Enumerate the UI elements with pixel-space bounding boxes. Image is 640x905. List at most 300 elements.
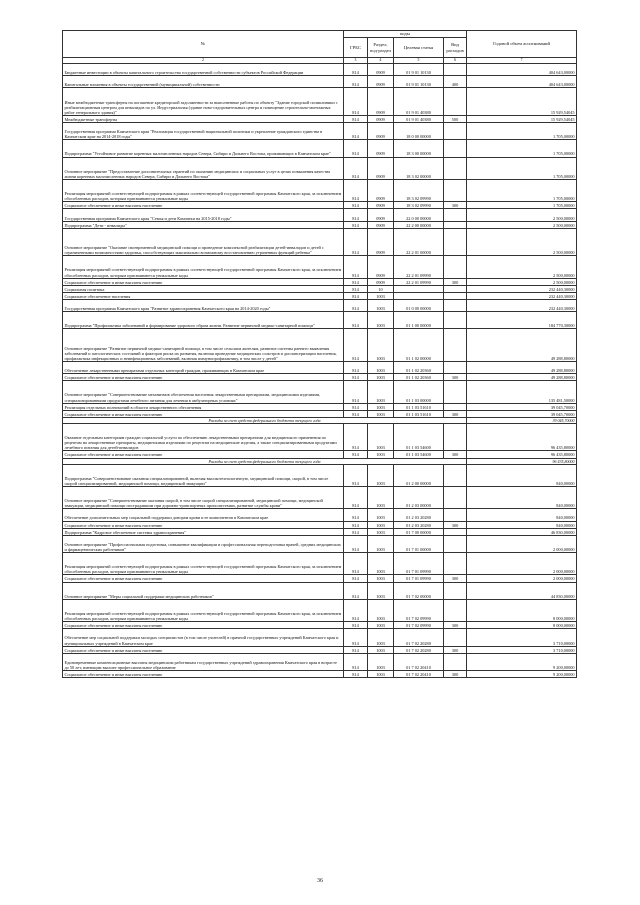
- annual-amount: 840,00000: [467, 487, 577, 509]
- expense-type-code: 300: [444, 410, 467, 417]
- annual-amount: 2 000,00000: [467, 535, 577, 552]
- section-code: 1003: [368, 582, 394, 599]
- target-article-code: 01 2 03 20280: [394, 521, 444, 528]
- expense-type-code: 300: [444, 374, 467, 381]
- annual-amount: 3 710,00000: [467, 646, 577, 653]
- section-code: 1003: [368, 528, 394, 535]
- item-name: Социальное обеспечение и иные выплаты населению: [63, 521, 344, 528]
- table-row: [63, 671, 577, 678]
- note-text: Расходы за счет средств федерального бюджета текущего года: [63, 458, 467, 464]
- grbs-code: 814: [344, 646, 368, 653]
- annual-amount: 2 000,00000: [467, 553, 577, 575]
- target-article-code: 01 7 01 00000: [394, 535, 444, 552]
- target-article-code: 01 7 02 20410: [394, 653, 444, 670]
- annual-amount: 2 000,00000: [467, 575, 577, 582]
- table-row: [63, 312, 577, 329]
- item-name: Основное мероприятие "Профессиональная подготовка, повышение квалификации и профессиональная переподготовка врачей, средних медицинских и фармацевтических работников": [63, 535, 344, 552]
- table-row: [63, 209, 577, 221]
- item-name: Основное мероприятие "Меры социальной поддержки медицинских работников": [63, 582, 344, 599]
- index-3: 3: [344, 58, 368, 64]
- grbs-code: 814: [344, 553, 368, 575]
- item-name: Социальное обеспечение и иные выплаты населению: [63, 278, 344, 285]
- grbs-code: 814: [344, 451, 368, 458]
- index-4: 4: [368, 58, 394, 64]
- table-row: [63, 361, 577, 373]
- expense-type-code: [444, 487, 467, 509]
- target-article-code: 01 7 02 00000: [394, 582, 444, 599]
- grbs-code: 814: [344, 381, 368, 403]
- section-code: 0909: [368, 221, 394, 228]
- section-code: 1003: [368, 299, 394, 311]
- annual-amount: 96 435,80000: [467, 423, 577, 451]
- grbs-code: 814: [344, 256, 368, 278]
- expense-type-code: 300: [444, 646, 467, 653]
- annual-amount: 39 045,70000: [467, 403, 577, 410]
- grbs-code: 814: [344, 140, 368, 157]
- table-row: [63, 509, 577, 521]
- expense-type-code: [444, 464, 467, 486]
- expense-type-code: 300: [444, 622, 467, 629]
- annual-amount: 404 643,00000: [467, 64, 577, 76]
- item-name: Основное мероприятие "Оказание своевременной медицинской помощи и проведение комплексной реабилитации детей-инвалидов и детей с ограниченными возможностями здоровья, способствующих максимально возможному восстановлению утраченных функций ребенка": [63, 228, 344, 256]
- header-grbs: ГРБС: [344, 38, 368, 58]
- annual-amount: 9 200,00000: [467, 653, 577, 670]
- section-code: 1003: [368, 451, 394, 458]
- target-article-code: 01 7 01 09990: [394, 575, 444, 582]
- expense-type-code: 300: [444, 575, 467, 582]
- section-code: 1003: [368, 487, 394, 509]
- table-row: [63, 423, 577, 451]
- table-body: [63, 64, 577, 678]
- note-amount: 39 045,70000: [467, 417, 577, 423]
- expense-type-code: [444, 285, 467, 292]
- expense-type-code: [444, 228, 467, 256]
- target-article-code: 01 1 03 54600: [394, 451, 444, 458]
- annual-amount: 232 440,30000: [467, 299, 577, 311]
- annual-amount: 1 705,00000: [467, 202, 577, 209]
- table-row: [63, 76, 577, 88]
- table-row: [63, 451, 577, 458]
- table-row: [63, 629, 577, 646]
- expense-type-code: [444, 381, 467, 403]
- expense-type-code: [444, 535, 467, 552]
- item-name: Социальное обеспечение и иные выплаты населению: [63, 451, 344, 458]
- item-name: Подпрограмма "Профилактика заболеваний и формирование здорового образа жизни. Развитие первичной медико-санитарной помощи": [63, 312, 344, 329]
- item-name: Основное мероприятие "Совершенствование механизмов обеспечения населения лекарственными препаратами, медицинскими изделиями, специализированными продуктами лечебного питания для лечения в амбулаторных условиях": [63, 381, 344, 403]
- expense-type-code: [444, 528, 467, 535]
- target-article-code: 18 3 02 09990: [394, 202, 444, 209]
- grbs-code: 814: [344, 157, 368, 179]
- expense-type-code: [444, 329, 467, 362]
- annual-amount: 1 705,00000: [467, 140, 577, 157]
- grbs-code: 814: [344, 599, 368, 621]
- table-row: [63, 553, 577, 575]
- annual-amount: 2 500,00000: [467, 228, 577, 256]
- header-expense-type: Вид расходов: [444, 38, 467, 58]
- grbs-code: 814: [344, 122, 368, 139]
- header-target-article: Целевая статья: [394, 38, 444, 58]
- note-amount: 96 435,80000: [467, 458, 577, 464]
- item-name: Бюджетные инвестиции в объекты капитального строительства государственной собственности субъектов Российской Федерации: [63, 64, 344, 76]
- table-row: [63, 381, 577, 403]
- header-codes: коды: [344, 31, 467, 38]
- item-name: Подпрограмма "Совершенствование оказания специализированной, включая высокотехнологичную, медицинской помощи, скорой, в том числе скорой специализированной, медицинской помощи, медицинской эвакуации": [63, 464, 344, 486]
- annual-amount: 15 929,54045: [467, 88, 577, 116]
- expense-type-code: [444, 582, 467, 599]
- expense-type-code: 400: [444, 76, 467, 88]
- target-article-code: 01 9 01 40380: [394, 88, 444, 116]
- table-row: [63, 521, 577, 528]
- item-name: Социальное обеспечение и иные выплаты населению: [63, 646, 344, 653]
- annual-amount: 44 830,00000: [467, 582, 577, 599]
- section-code: 0909: [368, 115, 394, 122]
- section-code: 1003: [368, 535, 394, 552]
- target-article-code: 01 9 01 10130: [394, 76, 444, 88]
- grbs-code: 814: [344, 403, 368, 410]
- item-name: Основное мероприятие "Предоставление дополнительных гарантий по оказанию медицинских и социальных услуг в целях повышения качества жизни коренных малочисленных народов Севера, Сибири и Дальнего Востока": [63, 157, 344, 179]
- section-code: 1003: [368, 622, 394, 629]
- target-article-code: 18 3 00 00000: [394, 140, 444, 157]
- section-code: 0909: [368, 228, 394, 256]
- index-6: 6: [444, 58, 467, 64]
- target-article-code: 18 0 00 00000: [394, 122, 444, 139]
- expense-type-code: 300: [444, 671, 467, 678]
- budget-table: [62, 30, 577, 678]
- target-article-code: 01 1 03 54600: [394, 423, 444, 451]
- grbs-code: 814: [344, 88, 368, 116]
- target-article-code: 01 1 02 20360: [394, 361, 444, 373]
- annual-amount: 2 500,00000: [467, 209, 577, 221]
- grbs-code: 814: [344, 115, 368, 122]
- annual-amount: 15 929,54045: [467, 115, 577, 122]
- item-name: Обеспечение дополнительных мер социальной поддержки донорам крови и ее компонентов в Камчатском крае: [63, 509, 344, 521]
- expense-type-code: [444, 299, 467, 311]
- grbs-code: 814: [344, 299, 368, 311]
- target-article-code: 01 9 01 10130: [394, 64, 444, 76]
- table-row: [63, 329, 577, 362]
- annual-amount: 1 705,00000: [467, 179, 577, 201]
- expense-type-code: 500: [444, 115, 467, 122]
- annual-amount: 135 481,50000: [467, 381, 577, 403]
- target-article-code: 01 1 03 51610: [394, 410, 444, 417]
- target-article-code: [394, 292, 444, 299]
- item-name: Социальное обеспечение и иные выплаты населению: [63, 575, 344, 582]
- table-row: [63, 464, 577, 486]
- grbs-code: 814: [344, 487, 368, 509]
- section-code: 0909: [368, 140, 394, 157]
- note-text: Расходы за счет средств федерального бюджета текущего года: [63, 417, 467, 423]
- item-name: Социальное обеспечение и иные выплаты населению: [63, 202, 344, 209]
- expense-type-code: [444, 221, 467, 228]
- index-5: 5: [394, 58, 444, 64]
- annual-amount: 9 200,00000: [467, 671, 577, 678]
- table-row: [63, 599, 577, 621]
- expense-type-code: [444, 157, 467, 179]
- header-section: Раздел, под-раздел: [368, 38, 394, 58]
- expense-type-code: [444, 209, 467, 221]
- target-article-code: 01 7 02 20280: [394, 629, 444, 646]
- annual-amount: 2 500,00000: [467, 221, 577, 228]
- expense-type-code: 300: [444, 202, 467, 209]
- target-article-code: 01 7 00 00000: [394, 528, 444, 535]
- target-article-code: 22 0 00 00000: [394, 209, 444, 221]
- target-article-code: 01 9 01 40380: [394, 115, 444, 122]
- item-name: Государственная программа Камчатского края "Семья и дети Камчатки на 2015-2018 годы": [63, 209, 344, 221]
- item-name: Социальное обеспечение и иные выплаты населению: [63, 410, 344, 417]
- grbs-code: 814: [344, 202, 368, 209]
- table-row: [63, 285, 577, 292]
- expense-type-code: [444, 122, 467, 139]
- target-article-code: 01 7 02 20410: [394, 671, 444, 678]
- annual-amount: 1 705,00000: [467, 157, 577, 179]
- grbs-code: 814: [344, 285, 368, 292]
- grbs-code: 814: [344, 209, 368, 221]
- expense-type-code: [444, 553, 467, 575]
- section-code: 0909: [368, 88, 394, 116]
- section-code: 0909: [368, 179, 394, 201]
- item-name: Обеспечение лекарственными препаратами отдельных категорий граждан, проживающих в Камчатском крае: [63, 361, 344, 373]
- section-code: 1003: [368, 312, 394, 329]
- annual-amount: 2 500,00000: [467, 278, 577, 285]
- annual-amount: 8 000,00000: [467, 622, 577, 629]
- target-article-code: 01 1 02 20360: [394, 374, 444, 381]
- table-row: [63, 535, 577, 552]
- table-row: [63, 157, 577, 179]
- target-article-code: 01 1 03 51610: [394, 403, 444, 410]
- item-name: Социальное обеспечение населения: [63, 292, 344, 299]
- grbs-code: 814: [344, 410, 368, 417]
- expense-type-code: [444, 599, 467, 621]
- grbs-code: 814: [344, 464, 368, 486]
- table-row: [63, 88, 577, 116]
- target-article-code: 01 1 03 00000: [394, 381, 444, 403]
- table-row: [63, 228, 577, 256]
- expense-type-code: [444, 256, 467, 278]
- target-article-code: 01 2 03 20280: [394, 509, 444, 521]
- expense-type-code: [444, 312, 467, 329]
- table-row: [63, 221, 577, 228]
- table-row: [63, 179, 577, 201]
- grbs-code: 814: [344, 278, 368, 285]
- table-row: [63, 299, 577, 311]
- grbs-code: 814: [344, 64, 368, 76]
- target-article-code: 18 3 02 09990: [394, 179, 444, 201]
- target-article-code: 22 2 01 00000: [394, 228, 444, 256]
- grbs-code: 814: [344, 653, 368, 670]
- section-code: 0909: [368, 76, 394, 88]
- grbs-code: 814: [344, 361, 368, 373]
- table-row: [63, 122, 577, 139]
- expense-type-code: [444, 292, 467, 299]
- target-article-code: 01 2 03 00000: [394, 487, 444, 509]
- section-code: 1003: [368, 403, 394, 410]
- grbs-code: 814: [344, 292, 368, 299]
- section-code: 10: [368, 285, 394, 292]
- grbs-code: 814: [344, 671, 368, 678]
- annual-amount: 8 000,00000: [467, 599, 577, 621]
- expense-type-code: [444, 140, 467, 157]
- table-row: [63, 140, 577, 157]
- section-code: 1003: [368, 599, 394, 621]
- section-code: 1003: [368, 329, 394, 362]
- grbs-code: 814: [344, 528, 368, 535]
- section-code: 0909: [368, 256, 394, 278]
- annual-amount: 232 440,30000: [467, 285, 577, 292]
- target-article-code: [394, 285, 444, 292]
- index-1: 2: [63, 58, 344, 64]
- expense-type-code: [444, 88, 467, 116]
- target-article-code: 01 7 01 09990: [394, 553, 444, 575]
- target-article-code: 01 2 00 00000: [394, 464, 444, 486]
- item-name: Социальная политика: [63, 285, 344, 292]
- item-name: Государственная программа Камчатского края "Реализация государственной национальной политики и укрепление гражданского единства в Камчатском крае на 2014-2018 годы": [63, 122, 344, 139]
- annual-amount: 1 705,00000: [467, 122, 577, 139]
- annual-amount: 49 288,80000: [467, 374, 577, 381]
- target-article-code: 01 7 02 09990: [394, 599, 444, 621]
- annual-amount: 3 710,00000: [467, 629, 577, 646]
- section-code: 1003: [368, 361, 394, 373]
- item-name: Реализация мероприятий соответствующей подпрограммы в рамках соответствующей государственной программы Камчатского края, за исключением обособленных расходов, которым присваиваются уникальные коды: [63, 553, 344, 575]
- expense-type-code: [444, 179, 467, 201]
- item-name: Единовременные компенсационные выплаты медицинским работникам государственных учреждений здравоохранения Камчатского края в возрасте до 50 лет, имеющим высшее профессиональное образование: [63, 653, 344, 670]
- item-name: Социальное обеспечение и иные выплаты населению: [63, 374, 344, 381]
- section-code: 1003: [368, 464, 394, 486]
- section-code: 1003: [368, 509, 394, 521]
- target-article-code: 22 2 01 09990: [394, 256, 444, 278]
- table-row: [63, 622, 577, 629]
- expense-type-code: [444, 509, 467, 521]
- table-row: [63, 582, 577, 599]
- grbs-code: 814: [344, 228, 368, 256]
- expense-type-code: 300: [444, 451, 467, 458]
- budget-table-page: [62, 30, 576, 678]
- target-article-code: 22 2 00 00000: [394, 221, 444, 228]
- table-row: [63, 575, 577, 582]
- table-row: [63, 653, 577, 670]
- header-annual-volume: Годовой объем ассигнований: [467, 31, 577, 58]
- target-article-code: 18 3 02 00000: [394, 157, 444, 179]
- annual-amount: 96 435,80000: [467, 451, 577, 458]
- annual-amount: 404 643,00000: [467, 76, 577, 88]
- target-article-code: 01 7 02 09990: [394, 622, 444, 629]
- grbs-code: 814: [344, 329, 368, 362]
- expense-type-code: 300: [444, 521, 467, 528]
- table-row: [63, 487, 577, 509]
- item-name: Подпрограмма "Кадровое обеспечение системы здравоохранения": [63, 528, 344, 535]
- section-code: 1003: [368, 629, 394, 646]
- table-row: [63, 374, 577, 381]
- grbs-code: 814: [344, 575, 368, 582]
- annual-amount: 46 830,00000: [467, 528, 577, 535]
- section-code: 0909: [368, 202, 394, 209]
- grbs-code: 814: [344, 423, 368, 451]
- table-row: [63, 64, 577, 76]
- expense-type-code: [444, 361, 467, 373]
- item-name: Социальное обеспечение и иные выплаты населению: [63, 622, 344, 629]
- item-name: Реализация мероприятий соответствующей подпрограммы в рамках соответствующей государственной программы Камчатского края, за исключением обособленных расходов, которым присваиваются уникальные коды: [63, 256, 344, 278]
- table-row: [63, 292, 577, 299]
- expense-type-code: [444, 64, 467, 76]
- table-row: [63, 528, 577, 535]
- section-code: 0909: [368, 122, 394, 139]
- section-code: 1003: [368, 653, 394, 670]
- section-code: 1003: [368, 423, 394, 451]
- annual-amount: 840,00000: [467, 509, 577, 521]
- table-row: [63, 646, 577, 653]
- section-code: 1003: [368, 410, 394, 417]
- grbs-code: 814: [344, 535, 368, 552]
- section-code: 1003: [368, 553, 394, 575]
- table-row: [63, 256, 577, 278]
- section-code: 0909: [368, 157, 394, 179]
- item-name: Реализация мероприятий соответствующей подпрограммы в рамках соответствующей государственной программы Камчатского края, за исключением обособленных расходов, которым присваиваются уникальные коды: [63, 599, 344, 621]
- expense-type-code: [444, 629, 467, 646]
- item-name: Иные межбюджетные трансферты на погашение кредиторской задолженности за выполненные работы по объекту "Здание городской поликлиники с реабилитационным центром для инвалидов по ул. Индустриальная (здание ново-оздоровительных центра и помещение строительно-монтажных работ генерального здания)": [63, 88, 344, 116]
- section-code: 1003: [368, 575, 394, 582]
- annual-amount: 840,00000: [467, 521, 577, 528]
- target-article-code: 01 1 00 00000: [394, 312, 444, 329]
- table-row: [63, 202, 577, 209]
- grbs-code: 814: [344, 312, 368, 329]
- grbs-code: 814: [344, 509, 368, 521]
- table-row: [63, 403, 577, 410]
- expense-type-code: [444, 653, 467, 670]
- annual-amount: 184 770,30000: [467, 312, 577, 329]
- item-name: Реализация отдельных полномочий в области лекарственного обеспечения: [63, 403, 344, 410]
- grbs-code: 814: [344, 629, 368, 646]
- item-name: Основное мероприятие "Совершенствование оказания скорой, в том числе скорой специализированной, медицинской помощи, медицинской эвакуации, медицинской помощи пострадавшим при дорожно-транспортных происшествиях, развитие службы крови": [63, 487, 344, 509]
- annual-amount: 2 500,00000: [467, 256, 577, 278]
- page-number: 36: [317, 878, 323, 884]
- target-article-code: 01 1 02 00000: [394, 329, 444, 362]
- section-code: 0909: [368, 64, 394, 76]
- grbs-code: 814: [344, 622, 368, 629]
- section-code: 1003: [368, 374, 394, 381]
- item-name: Реализация мероприятий соответствующей подпрограммы в рамках соответствующей государственной программы Камчатского края, за исключением обособленных расходов, которым присваиваются уникальные коды: [63, 179, 344, 201]
- grbs-code: 814: [344, 521, 368, 528]
- table-row: [63, 115, 577, 122]
- item-name: Межбюджетные трансферты: [63, 115, 344, 122]
- annual-amount: 840,00000: [467, 464, 577, 486]
- expense-type-code: 300: [444, 278, 467, 285]
- item-name: Основное мероприятие "Развитие первичной медико-санитарной помощи, в том числе сельским жителям, развитие системы раннего выявления заболеваний и патологических состояний и факторов риска их развития, включая проведение медицинских осмотров и диспансеризации населения, профилактика инфекционных и неинфекционных заболеваний, включая иммунопрофилактику, в том числе у детей": [63, 329, 344, 362]
- item-name: Государственная программа Камчатского края "Развитие здравоохранения Камчатского края на 2014-2020 годы": [63, 299, 344, 311]
- annual-amount: 49 288,80000: [467, 361, 577, 373]
- target-article-code: 01 0 00 00000: [394, 299, 444, 311]
- table-row: [63, 410, 577, 417]
- section-code: 1003: [368, 671, 394, 678]
- item-name: Обеспечение мер социальной поддержки молодых специалистов (в том числе учителей) в причной государственных учреждений Камчатского края и муниципальных учреждений в Камчатском крае: [63, 629, 344, 646]
- table-row: [63, 278, 577, 285]
- header-number: №: [63, 31, 344, 58]
- annual-amount: 49 288,80000: [467, 329, 577, 362]
- section-code: 1003: [368, 646, 394, 653]
- grbs-code: 814: [344, 179, 368, 201]
- grbs-code: 814: [344, 221, 368, 228]
- item-name: Подпрограмма "Дети - инвалиды": [63, 221, 344, 228]
- target-article-code: 01 7 02 20280: [394, 646, 444, 653]
- section-code: 1003: [368, 381, 394, 403]
- section-code: 1003: [368, 521, 394, 528]
- grbs-code: 814: [344, 76, 368, 88]
- target-article-code: 22 2 01 09990: [394, 278, 444, 285]
- section-code: 0909: [368, 209, 394, 221]
- item-name: Капитальные вложения в объекты государственной (муниципальной) собственности: [63, 76, 344, 88]
- section-code: 0909: [368, 278, 394, 285]
- annual-amount: 39 045,70000: [467, 410, 577, 417]
- item-name: Социальное обеспечение и иные выплаты населению: [63, 671, 344, 678]
- item-name: Оказание отдельным категориям граждан социальной услуги по обеспечению лекарственными препаратами для медицинского применения по рецептам на лекарственные препараты, медицинскими изделиями по рецептам на медицинские изделия, а также специализированными продуктами лечебного питания для детей-инвалидов: [63, 423, 344, 451]
